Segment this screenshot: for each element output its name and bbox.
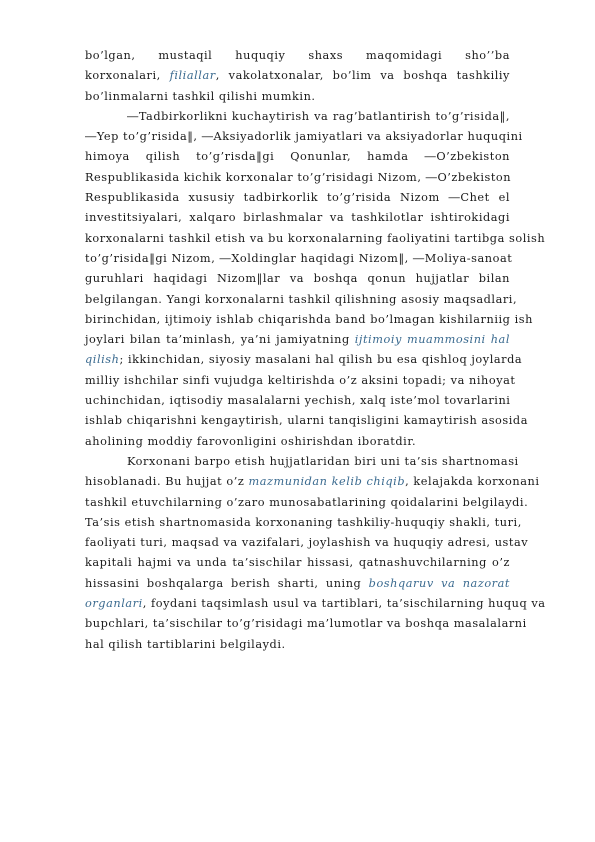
- text-run: belgilangan. Yangi korxonalarni tashkil qilishning asosiy maqsadlari,: [85, 292, 518, 306]
- paragraph: [85, 46, 510, 107]
- text-run: investitsiyalari, xalqaro birlashmalar va tashkilotlar ishtirokidagi: [85, 211, 510, 225]
- text-run: , kelajakda korxonani: [405, 475, 540, 489]
- text-line: [85, 371, 516, 391]
- text-run: , foydani taqsimlash usul va tartiblari, ta’sischilarning huquq va: [142, 597, 546, 611]
- text-run: , vakolatxonalar, bo’lim va boshqa tashkiliy: [215, 69, 510, 83]
- italic-phrase: ijtimoiy muammosini hal: [354, 333, 510, 347]
- text-line: [85, 391, 510, 411]
- text-line: [85, 452, 519, 472]
- text-run: to’g’risida‖gi Nizom, ―Xoldinglar haqidagi Nizom‖, ―Moliya-sanoat: [85, 251, 513, 265]
- text-line: [85, 513, 522, 533]
- text-line: [85, 46, 510, 66]
- text-line: [85, 553, 510, 573]
- text-line: [85, 107, 510, 127]
- italic-phrase: boshqaruv va nazorat: [368, 576, 510, 590]
- text-run: aholining moddiy farovonligini oshirishdan iboratdir.: [85, 434, 417, 448]
- text-line: [85, 472, 540, 492]
- text-run: ; ikkinchidan, siyosiy masalani hal qilish bu esa qishloq joylarda: [119, 353, 523, 367]
- paragraph: [85, 452, 546, 655]
- text-run: Korxonani barpo etish hujjatlaridan biri uni ta’sis shartnomasi: [127, 454, 519, 468]
- text-line: [85, 310, 533, 330]
- text-run: ―Yep to’g’risida‖, ―Aksiyadorlik jamiyatlari va aksiyadorlar huquqini: [85, 130, 523, 144]
- text-line: [85, 614, 527, 634]
- text-line: [85, 594, 546, 614]
- text-line: [85, 533, 529, 553]
- text-run: bupchlari, ta’sischilar to’g’risidagi ma’lumotlar va boshqa masalalarni: [85, 617, 527, 631]
- text-line: [85, 208, 510, 228]
- text-run: hisoblanadi. Bu hujjat o’z: [85, 475, 249, 489]
- text-line: [85, 290, 518, 310]
- text-run: ishlab chiqarishni kengaytirish, ularni tanqisligini kamaytirish asosida: [85, 414, 528, 428]
- text-line: [85, 432, 510, 452]
- text-line: [85, 330, 510, 350]
- italic-phrase: filiallar: [169, 69, 216, 83]
- text-run: faoliyati turi, maqsad va vazifalari, joylashish va huquqiy adresi, ustav: [85, 536, 529, 550]
- text-run: Respublikasida kichik korxonalar to’g’risidagi Nizom, ―O’zbekiston: [85, 170, 512, 184]
- text-line: [85, 249, 513, 269]
- text-run: birinchidan, ijtimoiy ishlab chiqarishda band bo’lmagan kishilarniig ish: [85, 312, 533, 326]
- text-run: himoya qilish to’g’risda‖gi Qonunlar, hamda ―O’zbekiston: [85, 150, 510, 164]
- text-run: kapitali hajmi va unda ta’sischilar hissasi, qatnashuvchilarning o’z: [85, 556, 510, 570]
- text-line: [85, 574, 510, 594]
- text-line: [85, 188, 510, 208]
- document-body: [85, 46, 546, 655]
- text-line: [85, 635, 510, 655]
- italic-phrase: organlari: [85, 597, 143, 611]
- text-line: [85, 127, 523, 147]
- italic-phrase: mazmunidan kelib chiqib: [248, 475, 406, 489]
- text-run: bo’linmalarni tashkil qilishi mumkin.: [85, 89, 316, 103]
- text-run: tashkil etuvchilarning o’zaro munosabatlarining qoidalarini belgilaydi.: [85, 495, 529, 509]
- text-line: [85, 147, 510, 167]
- text-run: korxonalari,: [85, 69, 170, 83]
- text-run: ―Tadbirkorlikni kuchaytirish va rag’batlantirish to’g’risida‖,: [127, 109, 510, 123]
- text-line: [85, 66, 510, 86]
- text-line: [85, 350, 523, 370]
- italic-phrase: qilish: [85, 353, 120, 367]
- text-run: hal qilish tartiblarini belgilaydi.: [85, 637, 286, 651]
- text-line: [85, 229, 546, 249]
- text-run: Respublikasida xususiy tadbirkorlik to’g’risida Nizom ―Chet el: [85, 191, 510, 205]
- text-run: Ta’sis etish shartnomasida korxonaning tashkiliy-huquqiy shakli, turi,: [85, 515, 522, 529]
- text-line: [85, 87, 510, 107]
- text-run: milliy ishchilar sinfi vujudga keltirishda o’z aksini topadi; va nihoyat: [85, 373, 516, 387]
- text-run: korxonalarni tashkil etish va bu korxonalarning faoliyatini tartibga solish: [85, 231, 546, 245]
- text-line: [85, 493, 529, 513]
- text-line: [85, 411, 528, 431]
- text-run: uchinchidan, iqtisodiy masalalarni yechish, xalq iste’mol tovarlarini: [85, 394, 511, 408]
- text-run: hissasini boshqalarga berish sharti, uning: [85, 576, 369, 590]
- text-line: [85, 168, 510, 188]
- text-line: [85, 269, 510, 289]
- paragraph: [85, 107, 546, 452]
- text-run: guruhlari haqidagi Nizom‖lar va boshqa qonun hujjatlar bilan: [85, 272, 510, 286]
- text-run: bo’lgan, mustaqil huquqiy shaxs maqomidagi sho’’ba: [85, 49, 510, 62]
- text-run: joylari bilan ta’minlash, ya’ni jamiyatning: [85, 333, 355, 347]
